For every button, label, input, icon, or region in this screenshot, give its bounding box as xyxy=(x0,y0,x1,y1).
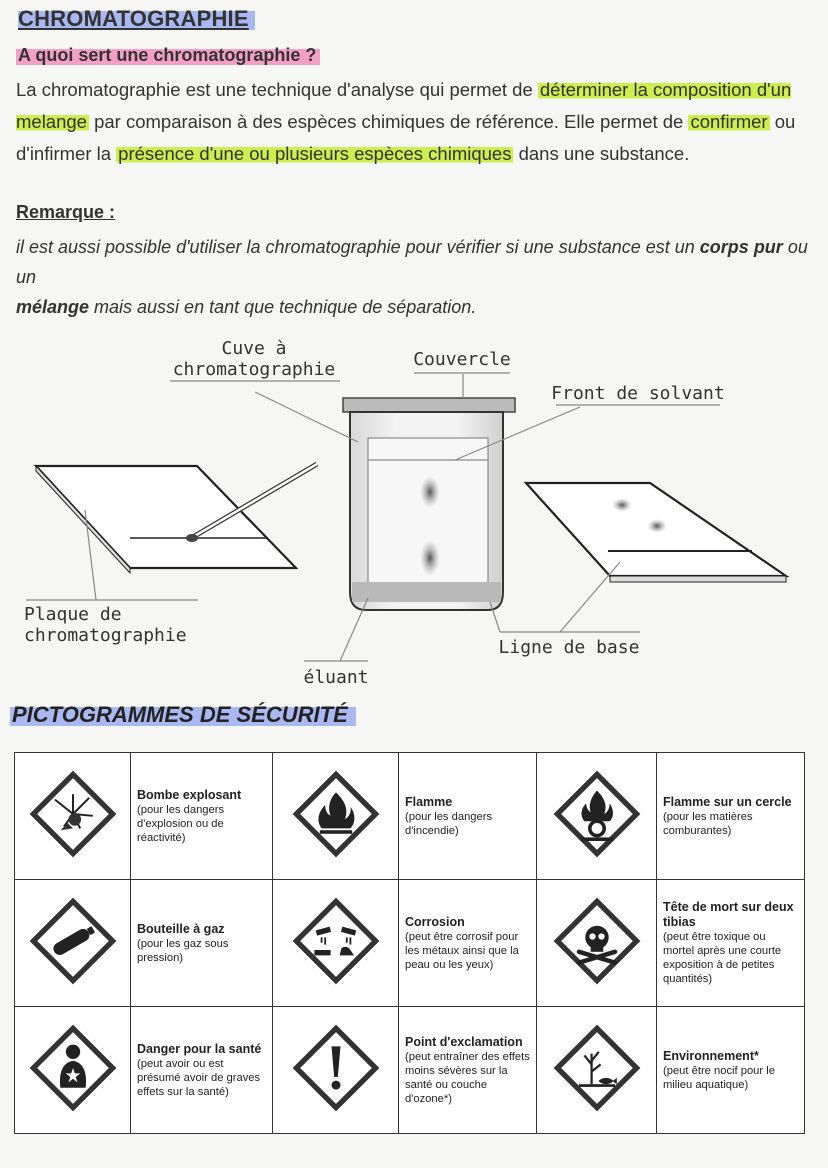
intro-text-3: ou d'infirmer la xyxy=(16,111,796,164)
exclamation-icon xyxy=(291,1023,381,1113)
page-title: CHROMATOGRAPHIE xyxy=(18,6,255,32)
table-row xyxy=(15,753,805,880)
remark-bold-corps-pur: corps pur xyxy=(699,237,783,257)
pictogram-cell xyxy=(15,753,131,880)
right-spot-2 xyxy=(647,519,667,533)
right-spot-1 xyxy=(612,498,632,512)
pictogram-title: Environnement* xyxy=(663,1048,759,1063)
pictogram-desc-cell xyxy=(657,880,805,1007)
deposit-spot xyxy=(186,534,198,542)
label-eluant: éluant xyxy=(303,667,369,688)
section-question: A quoi sert une chromatographie ? xyxy=(16,45,320,66)
flame-icon xyxy=(291,769,381,859)
pictogram-desc-cell xyxy=(131,1007,273,1134)
label-front-solvant: Front de solvant xyxy=(551,383,725,404)
remark-bold-melange: mélange xyxy=(16,297,90,317)
intro-text-1: La chromatographie est une technique d'analyse qui permet de xyxy=(16,79,538,100)
highlight-composition: déterminer la composition d'un melange xyxy=(16,79,792,132)
pictogram-desc-cell xyxy=(657,753,805,880)
pictogram-cell xyxy=(15,1007,131,1134)
intro-text-2: par comparaison à des espèces chimiques de référence. Elle permet de xyxy=(88,111,689,132)
beaker-spot-top xyxy=(420,476,440,508)
intro-paragraph xyxy=(16,74,816,170)
pictogram-cell xyxy=(537,1007,657,1134)
pictogram-title: Flamme sur un cercle xyxy=(663,794,792,809)
pictogram-title: Danger pour la santé xyxy=(137,1041,262,1056)
beaker-spot-bottom xyxy=(420,540,440,576)
pictogram-desc-cell xyxy=(131,880,273,1007)
pictogram-desc-cell xyxy=(657,1007,805,1134)
flame-over-circle-icon xyxy=(552,769,642,859)
pictogram-cell xyxy=(15,880,131,1007)
pictogram-desc-cell xyxy=(399,1007,537,1134)
section-title-pictograms: PICTOGRAMMES DE SÉCURITÉ xyxy=(10,702,356,728)
pictogram-desc: (pour les matières comburantes) xyxy=(663,810,753,837)
pictogram-cell xyxy=(537,753,657,880)
pictogram-desc: (peut avoir ou est présumé avoir de graves effets sur la santé) xyxy=(137,1057,261,1098)
label-plaque xyxy=(24,604,208,646)
pictogram-cell xyxy=(273,1007,399,1134)
pictogram-cell xyxy=(273,753,399,880)
left-plate-group xyxy=(36,464,317,573)
pictogram-title: Point d'exclamation xyxy=(405,1034,523,1049)
table-row xyxy=(15,880,805,1007)
pictogram-desc: (peut entraîner des effets moins sévères sur la santé ou couche d'ozone*) xyxy=(405,1050,530,1105)
pictogram-desc: (pour les dangers d'explosion ou de réactivité) xyxy=(137,803,225,844)
corrosion-icon xyxy=(291,896,381,986)
right-plate-edge xyxy=(610,576,786,582)
label-cuve xyxy=(168,338,340,380)
pictogram-desc-cell xyxy=(399,753,537,880)
pictogram-cell xyxy=(537,880,657,1007)
label-cuve-line1: Cuve à xyxy=(221,338,287,359)
table-row xyxy=(15,1007,805,1134)
gas-cylinder-icon xyxy=(28,896,118,986)
beaker-eluant xyxy=(352,582,501,602)
remark-text-1: il est aussi possible d'utiliser la chromatographie pour vérifier si une substance est un xyxy=(16,237,700,257)
pictogram-desc: (pour les gaz sous pression) xyxy=(137,937,229,964)
pictogram-desc-cell xyxy=(131,753,273,880)
pictogram-desc: (pour les dangers d'incendie) xyxy=(405,810,493,837)
label-cuve-line2: chromatographie xyxy=(172,359,336,380)
pictogram-title: Tête de mort sur deux tibias xyxy=(663,900,794,929)
intro-text-4: dans une substance. xyxy=(513,143,690,164)
pictogram-title: Flamme xyxy=(405,794,453,809)
beaker-lid xyxy=(343,398,515,412)
remark-text-2: ou un xyxy=(16,237,808,287)
beaker-group xyxy=(343,398,515,610)
pictogram-desc: (peut être corrosif pour les métaux ainsi que la peau ou les yeux) xyxy=(405,930,519,971)
remark-text xyxy=(16,232,821,322)
label-plaque-line2: chromatographie xyxy=(24,625,187,646)
pictogram-table xyxy=(14,752,805,1134)
label-couvercle: Couvercle xyxy=(413,349,511,370)
explosion-icon xyxy=(28,769,118,859)
remark-text-3: mais aussi en tant que technique de séparation. xyxy=(89,297,477,317)
pictogram-title: Bombe explosant xyxy=(137,787,242,802)
pictogram-desc: (peut être nocif pour le milieu aquatique) xyxy=(663,1064,775,1091)
label-plaque-line1: Plaque de xyxy=(24,604,122,625)
label-ligne-base: Ligne de base xyxy=(498,637,640,658)
left-plate xyxy=(36,466,296,568)
remark-title: Remarque : xyxy=(16,202,116,222)
highlight-presence: présence d'une ou plusieurs espèces chimiques xyxy=(118,143,512,164)
health-hazard-icon xyxy=(28,1023,118,1113)
skull-crossbones-icon xyxy=(552,896,642,986)
pictogram-desc: (peut être toxique ou mortel après une courte exposition à de petites quantités) xyxy=(663,931,782,985)
pictogram-title: Bouteille à gaz xyxy=(137,921,225,936)
pictogram-cell xyxy=(273,880,399,1007)
environment-icon xyxy=(552,1023,642,1113)
pictogram-desc-cell xyxy=(399,880,537,1007)
highlight-confirmer: confirmer xyxy=(690,111,768,132)
right-plate-group xyxy=(526,483,786,582)
pictogram-title: Corrosion xyxy=(405,914,465,929)
